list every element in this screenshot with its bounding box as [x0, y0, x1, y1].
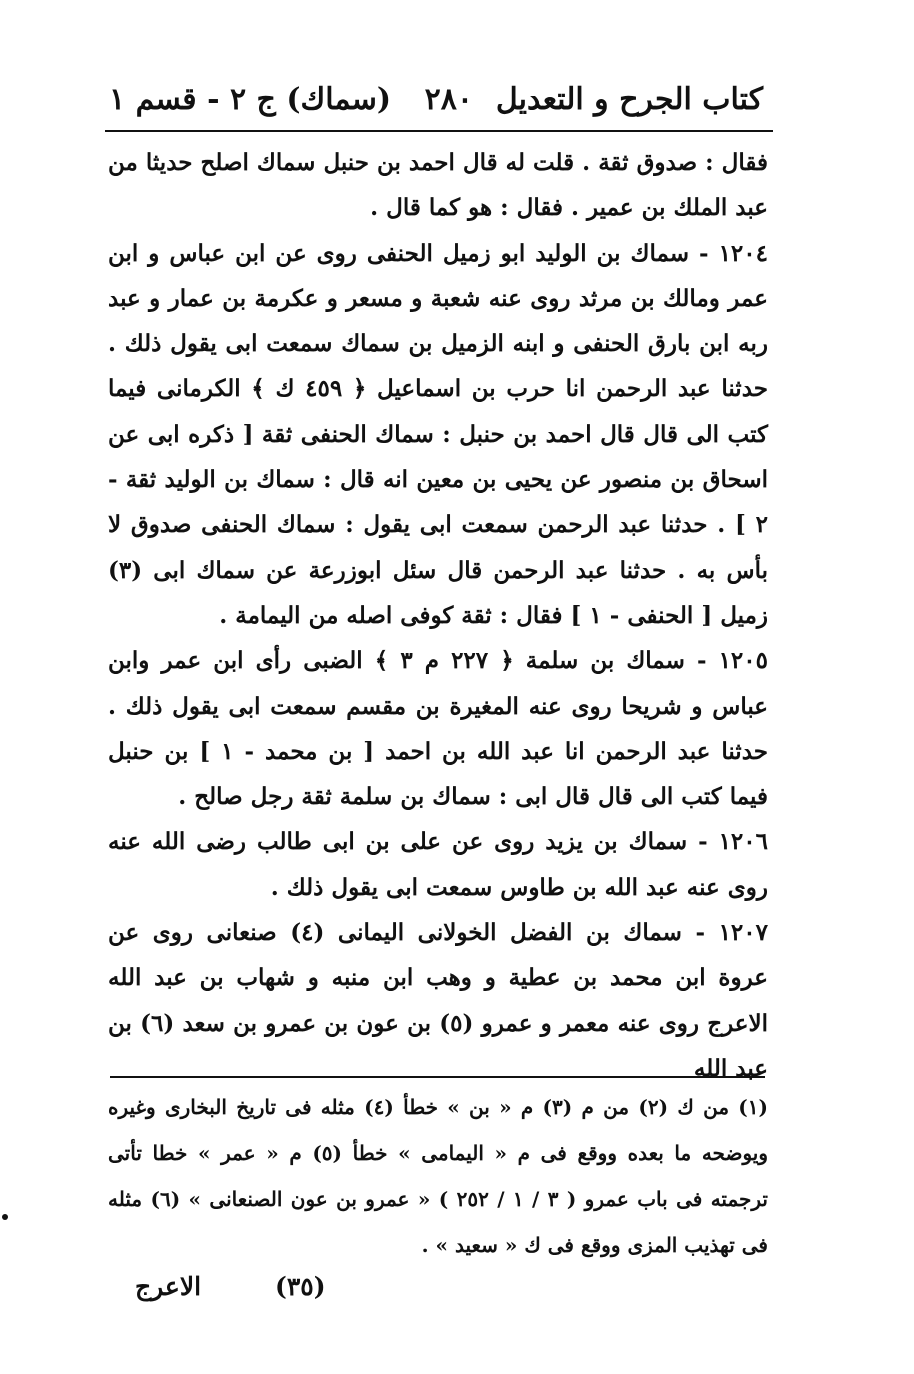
signature-number: (٣٥): [275, 1272, 326, 1301]
main-text: [108, 140, 768, 1091]
signature-catchword: الاعرج: [135, 1272, 202, 1301]
running-header: [105, 76, 773, 132]
section-reference: (سماك) ج ٢ - قسم ١: [109, 82, 392, 117]
footnote-divider: [110, 1076, 765, 1078]
page-number: ٢٨٠: [424, 82, 473, 117]
entry-1205: ١٢٠٥ - سماك بن سلمة ﴿ ٢٢٧ م ٣ ﴾ الضبى رأى ابن عمر وابن عباس و شريحا روى عنه المغيرة بن مقسم سمعت ابى يقول ذلك . حدثنا عبد الرحمن انا عبد الله بن احمد [ بن محمد - ١ ] بن حنبل فيما كتب الى قال قال ابى : سماك بن سلمة ثقة رجل صالح .: [108, 647, 768, 811]
entry-1206: ١٢٠٦ - سماك بن يزيد روى عن على بن ابى طالب رضى الله عنه روى عنه عبد الله بن طاوس سمعت ابى يقول ذلك .: [108, 828, 768, 901]
book-title: كتاب الجرح و التعديل: [495, 82, 763, 117]
footnote-text: (١) من ك (٢) من م (٣) م « بن » خطأ (٤) مثله فى تاريخ البخارى وغيره ويوضحه ما بعده ووقع فى م « اليمامى » خطأ (٥) م « عمر » خطا تأتى ترجمته فى باب عمرو ( ٣ / ١ / ٢٥٢ ) « عمرو بن عون الصنعانى » (٦) مثله فى تهذيب المزى ووقع فى ك « سعيد » .: [108, 1095, 768, 1257]
entry-1207: ١٢٠٧ - سماك بن الفضل الخولانى اليمانى (٤) صنعانى روى عن عروة ابن محمد بن عطية و وهب ابن منبه و شهاب بن عبد الله الاعرج روى عنه معمر و عمرو (٥) بن عون بن عمرو بن سعد (٦) بن عبد الله: [108, 919, 768, 1082]
body-paragraph: فقال : صدوق ثقة . قلت له قال احمد بن حنبل سماك اصلح حديثا من عبد الملك بن عمير . فقال : هو كما قال .: [108, 149, 768, 222]
footnotes: [108, 1084, 768, 1268]
entry-1204: ١٢٠٤ - سماك بن الوليد ابو زميل الحنفى روى عن ابن عباس و ابن عمر ومالك بن مرثد روى عنه شعبة و مسعر و عكرمة بن عمار و عبد ربه ابن بارق الحنفى و ابنه الزميل بن سماك سمعت ابى يقول ذلك . حدثنا عبد الرحمن انا حرب بن اسماعيل ﴿ ٤٥٩ ك ﴾ الكرمانى فيما كتب الى قال قال احمد بن حنبل : سماك الحنفى ثقة [ ذكره ابى عن اسحاق بن منصور عن يحيى بن معين انه قال : سماك بن الوليد ثقة - ٢ ] . حدثنا عبد الرحمن سمعت ابى يقول : سماك الحنفى صدوق لا بأس به . حدثنا عبد الرحمن قال سئل ابوزرعة عن سماك ابى (٣) زميل [ الحنفى - ١ ] فقال : ثقة كوفى اصله من اليمامة .: [108, 239, 768, 629]
margin-dot: [2, 1214, 8, 1220]
